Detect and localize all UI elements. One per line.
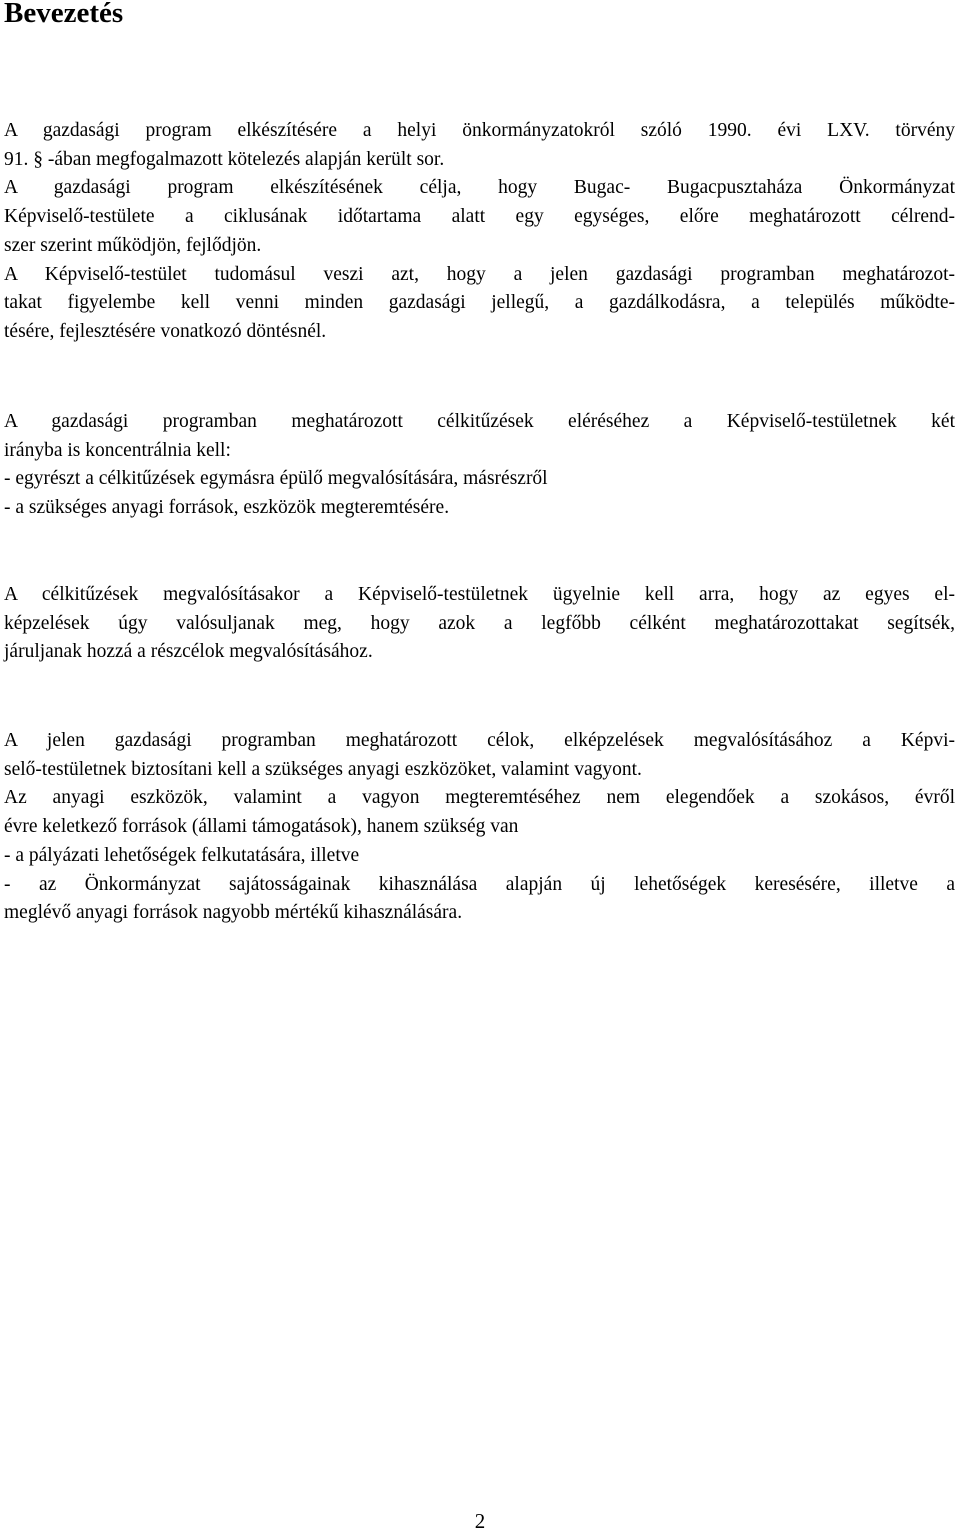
text-line: - egyrészt a célkitűzések egymásra épülő megvalósítására, másrészről bbox=[4, 468, 548, 490]
text-line: tésére, fejlesztésére vonatkozó döntésnél. bbox=[4, 320, 327, 342]
text-line: A gazdasági programban meghatározott célkitűzések eléréséhez a Képviselő-testületnek két bbox=[4, 411, 955, 432]
text-line: Képviselő-testülete a ciklusának időtartama alatt egy egységes, előre meghatározott célrend- bbox=[4, 206, 955, 228]
text-line: - a szükséges anyagi források, eszközök megteremtésére. bbox=[4, 497, 450, 519]
text-line: A célkitűzések megvalósításakor a Képviselő-testületnek ügyelnie kell arra, hogy az egyes el- bbox=[4, 584, 955, 605]
text-line: járuljanak hozzá a részcélok megvalósításához. bbox=[4, 641, 373, 663]
text-line: takat figyelembe kell venni minden gazdasági jellegű, a gazdálkodásra, a település működte- bbox=[4, 292, 955, 314]
text-line: szer szerint működjön, fejlődjön. bbox=[4, 234, 262, 256]
paragraph-block-1 bbox=[4, 117, 955, 347]
text-line: irányba is koncentrálnia kell: bbox=[4, 439, 231, 461]
text-line: 91. § -ában megfogalmazott kötelezés alapján került sor. bbox=[4, 148, 445, 170]
page-number: 2 bbox=[474, 1509, 486, 1533]
text-line: Az anyagi eszközök, valamint a vagyon megteremtéséhez nem elegendőek a szokásos, évről bbox=[4, 787, 955, 809]
paragraph-block-4 bbox=[4, 727, 955, 928]
text-line: évre keletkező források (állami támogatások), hanem szükség van bbox=[4, 816, 519, 838]
paragraph-block-3 bbox=[4, 581, 955, 667]
text-line: meglévő anyagi források nagyobb mértékű kihasználására. bbox=[4, 902, 463, 924]
page-title: Bevezetés bbox=[4, 0, 124, 29]
text-line: A jelen gazdasági programban meghatározott célok, elképzelések megvalósításához a Képvi- bbox=[4, 730, 955, 751]
text-line: selő-testületnek biztosítani kell a szükséges anyagi eszközöket, valamint vagyont. bbox=[4, 758, 642, 780]
text-line: - a pályázati lehetőségek felkutatására, illetve bbox=[4, 844, 360, 866]
text-line: A gazdasági program elkészítésére a helyi önkormányzatokról szóló 1990. évi LXV. törvény bbox=[4, 120, 955, 141]
text-line: A gazdasági program elkészítésének célja, hogy Bugac- Bugacpusztaháza Önkormányzat bbox=[4, 177, 955, 199]
text-line: A Képviselő-testület tudomásul veszi azt, hogy a jelen gazdasági programban meghatározot- bbox=[4, 263, 955, 285]
paragraph-block-2 bbox=[4, 408, 955, 523]
text-line: képzelések úgy valósuljanak meg, hogy azok a legfőbb célként meghatározottakat segítsék, bbox=[4, 612, 955, 634]
text-line: - az Önkormányzat sajátosságainak kihasználása alapján új lehetőségek keresésére, illetve a bbox=[4, 873, 955, 895]
